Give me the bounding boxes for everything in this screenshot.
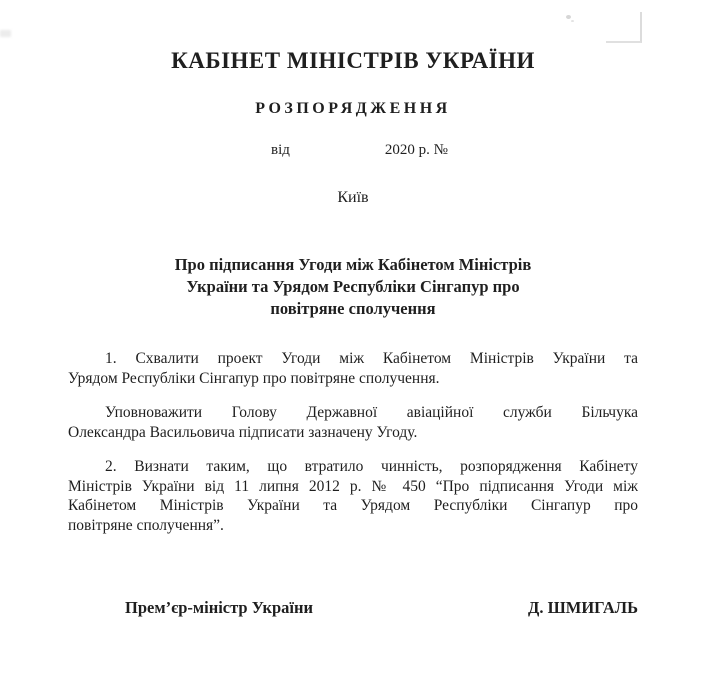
date-prefix: від [271,142,290,158]
signatory-name: Д. ШМИГАЛЬ [528,598,638,617]
doc-type-heading: РОЗПОРЯДЖЕННЯ [255,100,451,117]
scan-corner-artifact [606,12,642,43]
doc-body [68,349,638,550]
text-line: повітряне сполучення”. [68,516,224,534]
org-name: КАБІНЕТ МІНІСТРІВ УКРАЇНИ [171,48,535,73]
text-line: 1. Схвалити проект Угоди між Кабінетом Міністрів України та [105,350,638,367]
date-line [13,142,706,159]
signatory-position: Прем’єр-міністр України [125,598,314,617]
text-line: Міністрів України від 11 липня 2012 р. № 450 “Про підписання Угоди між [68,477,638,495]
scan-smudge-artifact [0,30,11,37]
text-line: 2. Визнати таким, що втратило чинність, розпорядження Кабінету [105,458,638,475]
text-line: Кабінетом Міністрів України та Урядом Республіки Сінгапур про [68,497,638,514]
text-line: Уповноважити Голову Державної авіаційної служби Більчука [105,404,638,421]
date-suffix: 2020 р. № [384,142,448,158]
paragraph-3 [68,457,638,535]
text-line: Олександра Васильовича підписати зазначену Угоду. [68,423,418,441]
doc-title: Про підписання Угоди між Кабінетом Міністрів України та Урядом Республіки Сінгапур про повітряне сполучення [174,255,532,318]
scan-dot-artifact [566,15,571,19]
city-name: Київ [337,189,369,206]
signature-row [68,598,638,618]
paragraph-1 [68,349,638,388]
text-line: Урядом Республіки Сінгапур про повітряне сполучення. [68,369,440,387]
paragraph-2 [68,403,638,442]
